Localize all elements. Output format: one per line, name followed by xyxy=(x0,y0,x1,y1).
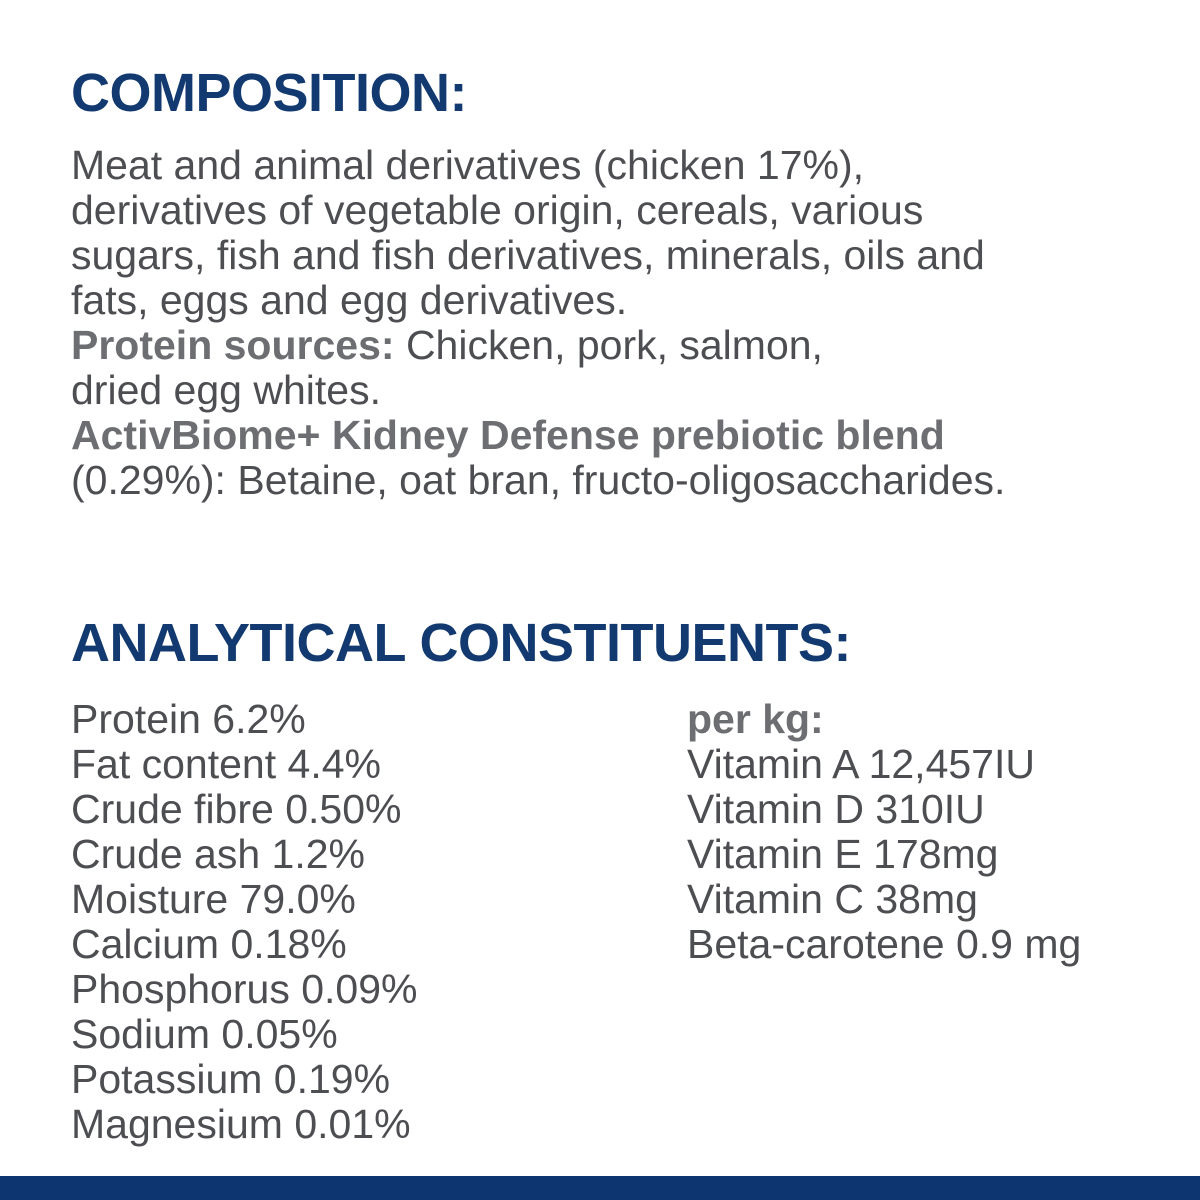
composition-line-text: Meat and animal derivatives (chicken 17%), xyxy=(71,142,865,188)
composition-line xyxy=(71,368,1161,413)
per-kg-label: per kg: xyxy=(687,696,824,742)
composition-line xyxy=(71,278,1161,323)
protein-sources-label: Protein sources: xyxy=(71,322,395,368)
composition-line xyxy=(71,143,1161,188)
composition-line-text: sugars, fish and fish derivatives, minerals, oils and xyxy=(71,232,985,278)
analytical-right-column xyxy=(687,697,1081,967)
analytical-right-item: Vitamin C 38mg xyxy=(687,876,978,922)
composition-line-text: fats, eggs and egg derivatives. xyxy=(71,277,628,323)
analytical-heading: ANALYTICAL CONSTITUENTS: xyxy=(71,613,852,673)
composition-line xyxy=(71,458,1161,503)
composition-line xyxy=(71,233,1161,278)
analytical-left-column xyxy=(71,697,417,1147)
composition-heading: COMPOSITION: xyxy=(71,63,467,123)
analytical-left-item: Magnesium 0.01% xyxy=(71,1101,411,1147)
composition-line xyxy=(71,323,1161,368)
analytical-right-item: Vitamin E 178mg xyxy=(687,831,999,877)
analytical-left-item: Crude ash 1.2% xyxy=(71,831,366,877)
analytical-left-item: Phosphorus 0.09% xyxy=(71,966,418,1012)
composition-text xyxy=(71,143,1161,503)
analytical-right-item: Beta-carotene 0.9 mg xyxy=(687,921,1082,967)
composition-line-text: (0.29%): Betaine, oat bran, fructo-oligosaccharides. xyxy=(71,457,1006,503)
composition-line-text: dried egg whites. xyxy=(71,367,381,413)
analytical-left-item: Protein 6.2% xyxy=(71,696,306,742)
composition-line xyxy=(71,188,1161,233)
analytical-left-item: Moisture 79.0% xyxy=(71,876,356,922)
activbiome-label: ActivBiome+ Kidney Defense prebiotic blend xyxy=(71,412,945,458)
analytical-left-item: Calcium 0.18% xyxy=(71,921,347,967)
analytical-right-item: Vitamin A 12,457IU xyxy=(687,741,1035,787)
analytical-right-item: Vitamin D 310IU xyxy=(687,786,985,832)
composition-line-text: Chicken, pork, salmon, xyxy=(394,322,823,368)
analytical-left-item: Fat content 4.4% xyxy=(71,741,381,787)
composition-line-text: derivatives of vegetable origin, cereals, various xyxy=(71,187,924,233)
composition-line xyxy=(71,413,1161,458)
footer-brand-bar xyxy=(0,1176,1200,1200)
analytical-left-item: Crude fibre 0.50% xyxy=(71,786,402,832)
analytical-left-item: Sodium 0.05% xyxy=(71,1011,338,1057)
analytical-left-item: Potassium 0.19% xyxy=(71,1056,391,1102)
